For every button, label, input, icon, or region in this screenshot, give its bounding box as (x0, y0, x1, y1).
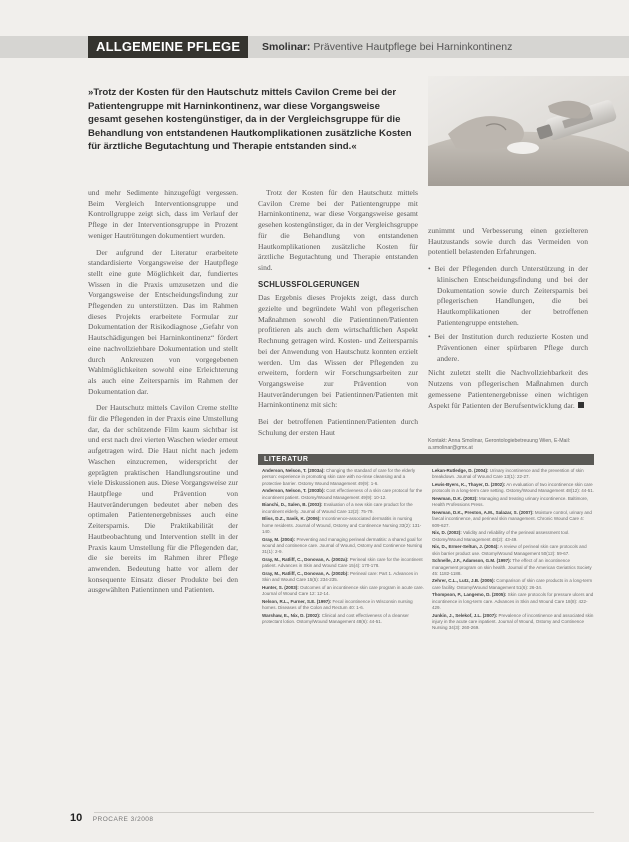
reference-entry (432, 613, 594, 632)
reference-author: Gray, M., Ratliff, C., Donovan, A. (2002b): (262, 570, 349, 576)
reference-text: The effect of an incontinence management program on skin health. Journal of the American Geriatrics Society 45: 1182-1188. (432, 558, 592, 576)
journal-name: PROCARE 3/2008 (92, 816, 154, 823)
paragraph: Der aufgrund der Literatur erarbeitete standardisierte Vorgangsweise der Hautpflege stellt eine gute Möglichkeit dar, fundiertes Wissen in die Praxis umzusetzen und die Vorgangsweise der Entscheidungsfindung zur Pflegenden zu unterstützen. Das im Rahmen dieses Projekts erarbeitete Formular zur Dokumentation der Risikodiagnose „Gefahr von Hautschädigungen bei Harninkontinenz“ fördert eine nachvollziehbare Dokumentation und stellt durch Ankreuzen von vorgegebenen Wahlmöglichkeiten sowohl eine Erleichterung als auch eine Zeitersparnis im Rahmen der Dokumentation dar. (88, 247, 238, 396)
reference-entry (432, 530, 594, 543)
paragraph: Trotz der Kosten für den Hautschutz mittels Cavilon Creme bei der Patientengruppe mit Harninkontinenz, war diese Vorgangsweise gesamt gesehen kostengünstiger, da in der Vergleichsgruppe für die Behandlung von entstandenen Hautkomplikationen zusätzliche Kosten für ärztliche Begutachtung und Therapie entstanden sind. (258, 188, 418, 272)
reference-entry (432, 482, 594, 495)
reference-author: Warshaw, E., Nix, D. (2002): (262, 612, 321, 618)
page-footer (70, 808, 154, 826)
reference-text: Preventing and managing perineal dermatitis: a shared goal for wound and continence care. Journal of Wound, Ostomy and Continence Nursing 31(1): 2-9. (262, 536, 423, 555)
article-column-1 (88, 188, 238, 816)
reference-text: Validity and reliability of the perineal assessment tool. Ostomy/Wound Management 48(2): 43-49. (432, 530, 570, 542)
reference-list-left (262, 468, 424, 768)
reference-author: Gray, M. (2004): (262, 536, 296, 542)
reference-author: Nix, D. (2002): (432, 530, 462, 536)
reference-author: Zehrer, C.L., Lutz, J.B. (2005): (432, 578, 496, 584)
reference-author: Anderson, Nelson, T. (2003a): (262, 468, 325, 473)
reference-text: A review of perineal skin care protocols and skin barrier product use. Ostomy/Wound Management 50(12): 59-67. (432, 544, 587, 556)
paragraph: Der Hautschutz mittels Cavilon Creme stellte für die Pflegenden in der Praxis eine Umstellung dar, da der schützende Film kaum sichtbar ist und erst nach drei vierten Waschen wieder erneut aufgetragen wird. Die Haut nicht nach jedem Waschen einzucremen, widerspricht der geprägten praktischen Handlungsroutine und viele Diskussionen aus. Diese Vorgangsweise zur Hautpflege und Prävention von Hautveränderungen bedeutet aber neben des optimalen Patientenergebnisses auch eine Zeitersparnis. Die Praktikabilität der Hautbeobachtung und Intervention stellt in der Praxis kaum Umstellung für die Pflegenden dar, die sie bereits im Rahmen ihrer Pflege anwenden. Bedeutung hatte vor allem der konsequente Einsatz dieser Produkte bei den ausgewählten Patientinnen und Patienten. (88, 403, 238, 595)
reference-author: Nelson, R.L., Furner, S.E. (1997): (262, 598, 332, 604)
reference-author: Nix, D., Ermer-Seltun, J. (2004): (432, 544, 499, 550)
reference-entry (432, 592, 594, 611)
reference-text: Evaluation of a new skin care product for the incontinent elderly. Journal of Wound Care 12(2): 75-79. (262, 502, 413, 514)
reference-text: Outcomes of an incontinence skin care program in acute care. Journal of Wound Care 12: 12-14. (262, 584, 424, 597)
running-title-text: Präventive Hautpflege bei Harninkontinenz (313, 41, 513, 53)
reference-author: Schnelle, J.F., Adamson, G.M. (1997): (432, 558, 512, 564)
reference-text: Clinical and cost effectiveness of a cleanser protectant lotion. Ostomy/Wound Management 48(6): 44-51. (262, 612, 409, 625)
reference-author: Anderson, Nelson, T. (2003b): (262, 488, 326, 494)
reference-author: Lekan-Rutledge, D. (2004): (432, 468, 489, 473)
reference-entry (262, 557, 424, 570)
paragraph (428, 368, 588, 411)
reference-entry (262, 537, 424, 556)
reference-entry (432, 578, 594, 591)
list-item-text: Bei der Pflegenden durch Unterstützung in der klinischen Entscheidungsfindung und bei der Dokumentation sowie durch Zeitersparnis bei pflegerischen Handlungen, die bei Hautkomplikationen der betroffenen Patientengruppe entstehen. (434, 264, 588, 327)
reference-author: Junkin, J., Selekof, J.L. (2007): (432, 612, 498, 618)
reference-author: Gray, M., Ratliff, C., Donovan, A. (2002a): (262, 556, 349, 562)
reference-entry (262, 585, 424, 598)
reference-text: Perineal skin care for the incontinent patient. Advances in Skin and Wound Care 15(4): 170-178. (262, 556, 423, 569)
reference-author: Lewis-Byers, K., Thayer, D. (2002): (432, 481, 506, 487)
list-item: • Bei der Institution durch reduzierte Kosten und Präventionen einer spürbaren Pflege durch andere. (428, 332, 588, 363)
reference-entry (262, 488, 424, 501)
reference-entry (432, 544, 594, 557)
list-item: • Bei der Pflegenden durch Unterstützung in der klinischen Entscheidungsfindung und bei der Dokumentation sowie durch Zeitersparnis bei pflegerischen Handlungen, die bei Hautkomplikationen der betroffenen Patientengruppe entstehen. (428, 264, 588, 327)
paragraph: zunimmt und Verbesserung einen gezielteren Hautzustands sowie durch das Vermeiden von potentiell belastenden Erfahrungen. (428, 226, 588, 257)
footer-rule (94, 812, 594, 813)
article-column-3 (428, 226, 588, 434)
reference-author: Bliss, D.Z., Savik, K. (2006): (262, 516, 321, 522)
reference-text: Urinary incontinence and the prevention of skin breakdown. Journal of Wound Care 13(1): 22-27. (432, 468, 584, 480)
reference-entry (432, 496, 594, 509)
reference-text: Comparison of skin care products in a long-term care facility. Ostomy/Wound Management 51(6): 26-34. (432, 578, 593, 590)
reference-text: Incontinence-associated dermatitis in nursing home residents. Journal of Wound, Ostomy and Continence Nursing 33(2): 131-140. (262, 516, 422, 534)
reference-entry (432, 558, 594, 577)
reference-entry (432, 510, 594, 529)
reference-entry (262, 516, 424, 535)
article-column-2 (258, 188, 418, 450)
literature-heading: LITERATUR (258, 454, 594, 465)
page-number: 10 (70, 812, 83, 824)
reference-text: Fecal incontinence in Wisconsin nursing homes. Diseases of the Colon and Rectum 40: 1-6. (262, 598, 413, 611)
paragraph: Bei der betroffenen Patientinnen/Patienten durch Schulung der ersten Haut (258, 417, 418, 437)
reference-entry (262, 613, 424, 626)
author-contact-note: Kontakt: Anna Smolinar, Gerontologiebetreuung Wien, E-Mail: a.smolinar@gmx.at (428, 438, 571, 451)
reference-text: Perineal care: Part 1. Advances in Skin and Wound Care 15(5): 234-235. (262, 570, 418, 583)
running-title-author: Smolinar: (262, 41, 311, 53)
reference-author: Newman, D.K. (2002): (432, 495, 478, 501)
reference-list-right (432, 468, 594, 768)
reference-text: Managing and treating urinary incontinence. Baltimore, Health Professions Press. (432, 495, 589, 508)
section-tag: ALLGEMEINE PFLEGE (88, 36, 248, 58)
reference-text: Moisture control, urinary and faecal incontinence, and perineal skin management. Chronic Wound Care 4: 609-627. (432, 509, 592, 528)
paragraph: Das Ergebnis dieses Projekts zeigt, dass durch gezielte und begründete Wahl von pflegerischen Maßnahmen sowohl die Patientinnen/Patienten profitieren als auch dem wirtschaftlichen Aspekt Rechnung getragen wird. Kosten- und Zeitersparnis bei der Anwendung von Hautschutz konnten erzielt werden. Um das Wissen der Pflegenden zu erweitern, fordern wir Forschungsarbeiten zur Vorgangsweise zur Prävention von Hautveränderungen bei Patientinnen/Patienten mit Harninkontinenz mit sich: (258, 293, 418, 410)
reference-entry (262, 468, 424, 487)
pull-quote: »Trotz der Kosten für den Hautschutz mittels Cavilon Creme bei der Patientengruppe mit Harninkontinenz, war diese Vorgangsweise gesamt gesehen kostengünstiger, da in der Vergleichsgruppe für die Behandlung von entstandenen Hautkomplikationen zusätzliche Kosten für ärztliche Begutachtung und Therapie entstanden sind.« (88, 87, 412, 153)
reference-author: Newman, D.K., Preston, A.M., Salazar, S. (2007): (432, 509, 534, 515)
reference-entry (262, 599, 424, 612)
reference-author: Thompson, P., Langemo, D. (2005): (432, 592, 507, 598)
reference-author: Bianchi, D., Salen, B. (2003): (262, 502, 323, 508)
reference-text: Prevalence of incontinence and associated skin injury in the acute care inpatient. Journal of Wound, Ostomy and Continence Nursing 34(3): 260-269. (432, 612, 594, 631)
paragraph: und mehr Sedimente hinzugefügt vergessen. Beim Vergleich Interventionsgruppe und Kontrollgruppe zeigt sich, dass im Verlauf der Pflege in der Interventionsgruppe in Prozent weniger Hautrötungen dokumentiert wurden. (88, 188, 238, 240)
paragraph-text: Nicht zuletzt stellt die Nachvollziehbarkeit des Nutzens von pflegerischen Maßnahmen durch gemessene Patientenergebnisse einen wichtigen Aspekt für Patienten der Berufsentwicklung dar. (428, 368, 588, 410)
reference-text: Changing the standard of care for the elderly person: experience in promoting skin care with no-rinse cleansing and a protective barrier. Ostomy Wound Management 49(9): 1-6. (262, 468, 416, 486)
list-item-text: Bei der Institution durch reduzierte Kosten und Präventionen einer spürbaren Pflege durch andere. (434, 332, 588, 363)
reference-entry (432, 468, 594, 481)
article-photo (428, 76, 629, 186)
end-of-article-mark (578, 402, 584, 408)
reference-entry (262, 571, 424, 584)
section-heading: SCHLUSSFOLGERUNGEN (258, 279, 360, 289)
reference-author: Hunter, S. (2003): (262, 584, 299, 590)
reference-text: An evaluation of two incontinence skin care protocols in a long-term care setting. Ostomy/Wound Management 48(12): 44-51. (432, 481, 594, 494)
running-title (262, 36, 512, 58)
reference-text: Cost effectiveness of a skin care protocol for the incontinent patient. Ostomy/Wound Management 49(9): 10-12. (262, 488, 423, 500)
reference-text: Skin care protocols for pressure ulcers and incontinence in long-term care. Advances in Skin and Wound Care 18(8): 422-429. (432, 592, 594, 611)
reference-entry (262, 502, 424, 515)
hands-applying-cream-illustration (428, 76, 629, 186)
